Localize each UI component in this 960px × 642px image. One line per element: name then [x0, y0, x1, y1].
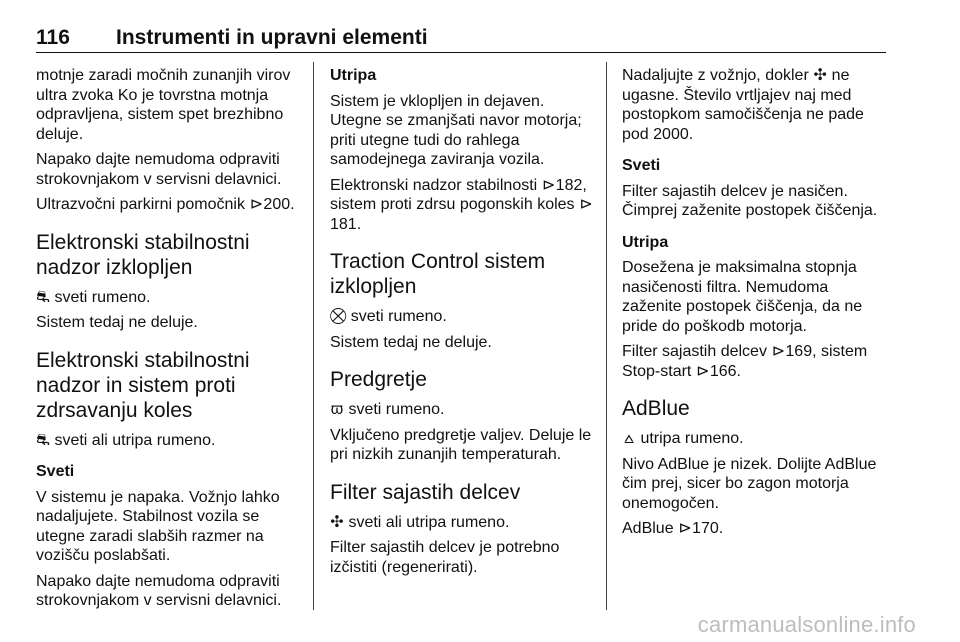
page-ref-arrow-icon: ⊳	[541, 176, 556, 194]
page-ref-arrow-icon: ⊳	[771, 343, 786, 360]
paragraph: Elektronski nadzor stabilnosti ⊳182, sistem proti zdrsu pogonskih koles ⊳181.	[330, 176, 593, 233]
page-ref-arrow-icon: ⊳	[249, 196, 264, 213]
particle-filter-icon: ✣	[330, 513, 344, 531]
paragraph: Dosežena je maksimalna stopnja nasičenosti filtra. Nemudoma zaženite postopek čiščenja, da ne pride do poškodb motorja.	[622, 259, 863, 335]
paragraph	[36, 195, 304, 215]
section-heading: Elektronski stabilnostni nadzor izklopljen	[36, 230, 250, 279]
subheading: Utripa	[330, 67, 377, 84]
paragraph: Filter sajastih delcev ⊳169, sistem Stop-start ⊳166.	[622, 343, 868, 380]
subheading: Sveti	[622, 157, 661, 174]
chapter-title: Instrumenti in upravni elementi	[116, 26, 428, 49]
page-ref-link[interactable]: 200.	[263, 196, 295, 213]
paragraph: Nivo AdBlue je nizek. Dolijte AdBlue čim prej, sicer bo zagon motorja onemogočen.	[622, 455, 877, 512]
page-ref-link[interactable]: 182,	[555, 176, 587, 194]
paragraph: Sistem je vklopljen in dejaven. Utegne se zmanjšati navor motorja; priti utegne tudi do rahlega samodejnega zaviranja vozila.	[330, 92, 582, 168]
paragraph: Filter sajastih delcev je nasičen. Čimprej zaženite postopek čiščenja.	[622, 182, 878, 219]
page-ref-link[interactable]: 181.	[330, 215, 362, 233]
section-heading: AdBlue	[622, 397, 690, 420]
paragraph: Napako dajte nemudoma odpraviti strokovnjakom v servisni delavnici.	[36, 572, 282, 609]
paragraph: Filter sajastih delcev je potrebno izčistiti (regenerirati).	[330, 539, 560, 576]
indicator-line: ⛐ sveti ali utripa rumeno.	[36, 431, 216, 449]
column-divider	[606, 62, 607, 610]
particle-filter-icon: ✣	[813, 67, 827, 84]
paragraph: AdBlue ⊳170.	[622, 520, 724, 537]
section-heading: Traction Control sistem izklopljen	[330, 250, 546, 298]
page-ref-link[interactable]: 170.	[692, 520, 724, 537]
watermark: carmanualsonline.info	[697, 612, 916, 637]
paragraph: V sistemu je napaka. Vožnjo lahko nadaljujete. Stabilnost vozila se utegne zaradi slabših razmer na vozišču poslabšati.	[36, 488, 280, 564]
column-3	[622, 66, 890, 545]
section-heading: Filter sajastih delcev	[330, 480, 521, 504]
esc-tc-icon: ⛐	[36, 431, 50, 449]
paragraph: Vključeno predgretje valjev. Deluje le pri nizkih zunanjih temperaturah.	[330, 426, 592, 463]
section-heading: Predgretje	[330, 368, 427, 391]
column-divider	[313, 62, 314, 610]
indicator-line: ϖ sveti rumeno.	[330, 401, 445, 418]
page-header	[36, 26, 886, 50]
page-ref-arrow-icon: ⊳	[678, 520, 692, 537]
indicator-line: ⩟ utripa rumeno.	[622, 429, 890, 449]
section-heading: Elektronski stabilnostni nadzor in sistem proti zdrsavanju koles	[36, 348, 250, 422]
tc-off-icon: ⛒	[330, 308, 347, 325]
paragraph: Sistem tedaj ne deluje.	[330, 333, 492, 351]
indicator-line: ⛒ sveti rumeno.	[330, 308, 447, 325]
indicator-line: ✣ sveti ali utripa rumeno.	[330, 513, 510, 531]
paragraph: Sistem tedaj ne deluje.	[36, 314, 198, 331]
subheading: Utripa	[622, 233, 669, 251]
esc-off-icon: ⛐	[36, 288, 50, 306]
page-ref-link[interactable]: 169, sistem	[785, 343, 868, 360]
subheading: Sveti	[36, 463, 75, 480]
column-1	[36, 66, 304, 617]
paragraph: Nadaljujte z vožnjo, dokler ✣ ne ugasne. Število vrtljajev naj med postopkom samočiščenja ne pade pod 2000.	[622, 67, 864, 143]
page-ref-link[interactable]: 166.	[709, 362, 741, 380]
page-ref-arrow-icon: ⊳	[579, 196, 593, 213]
paragraph: motnje zaradi močnih zunanjih virov ultra zvoka Ko je tovrstna motnja odpravljena, sistem spet brezhibno deluje.	[36, 67, 291, 143]
column-2	[330, 66, 598, 583]
adblue-icon: ⩟	[624, 430, 634, 447]
paragraph: Napako dajte nemudoma odpraviti strokovnjakom v servisni delavnici.	[36, 151, 282, 188]
indicator-line: ⛐ sveti rumeno.	[36, 288, 151, 306]
page-ref-arrow-icon: ⊳	[696, 362, 710, 380]
reference-text: Ultrazvočni parkirni pomočnik	[36, 196, 245, 213]
page-number: 116	[36, 26, 70, 49]
glow-plug-icon: ϖ	[330, 401, 344, 418]
header-rule	[36, 52, 886, 53]
